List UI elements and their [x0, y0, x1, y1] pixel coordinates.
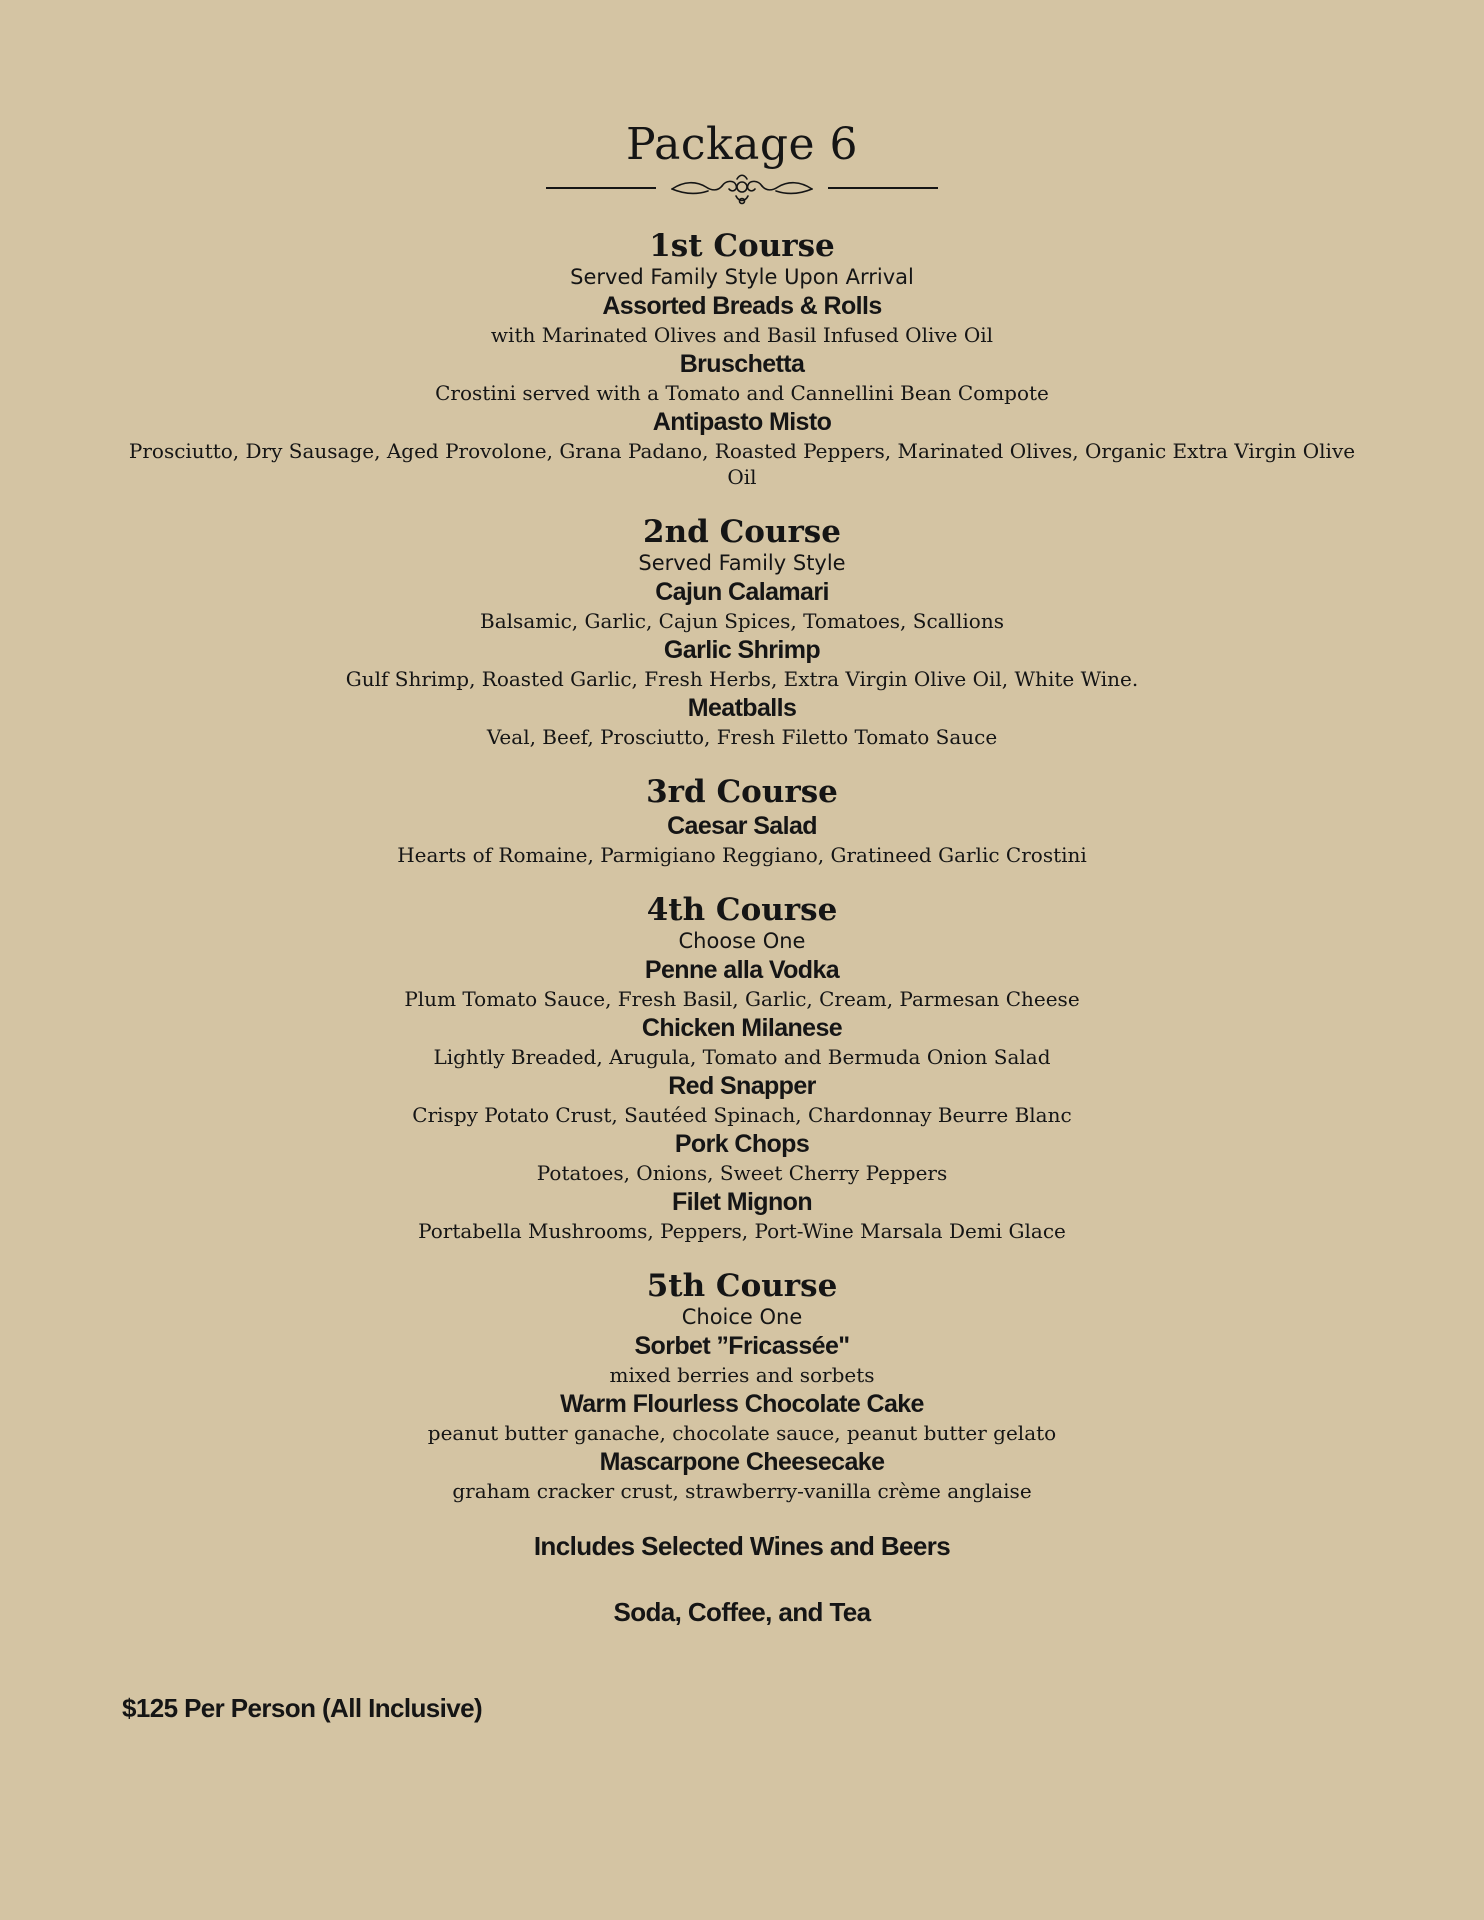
dish-description: Crispy Potato Crust, Sautéed Spinach, Chardonnay Beurre Blanc — [412, 1103, 1072, 1127]
dish-name: Mascarpone Cheesecake — [599, 1448, 885, 1476]
dish-name: Cajun Calamari — [655, 578, 829, 606]
dish-description: graham cracker crust, strawberry-vanilla crème anglaise — [452, 1479, 1032, 1503]
flourish-divider-icon — [546, 172, 938, 206]
dish-description: Gulf Shrimp, Roasted Garlic, Fresh Herbs, Extra Virgin Olive Oil, White Wine. — [345, 667, 1139, 691]
dish-description: Portabella Mushrooms, Peppers, Port-Wine Marsala Demi Glace — [418, 1219, 1066, 1243]
dish-description: Hearts of Romaine, Parmigiano Reggiano, Gratineed Garlic Crostini — [397, 843, 1087, 867]
dish-name: Penne alla Vodka — [644, 956, 840, 984]
dish-description: with Marinated Olives and Basil Infused Olive Oil — [490, 323, 994, 347]
beverage-inclusions — [120, 1530, 1364, 1628]
course-title: 1st Course — [649, 228, 835, 264]
dish-name: Garlic Shrimp — [663, 636, 821, 664]
course-title: 3rd Course — [646, 774, 838, 810]
course-title: 5th Course — [646, 1268, 838, 1304]
course-title: 2nd Course — [643, 514, 841, 550]
course-3 — [120, 774, 1364, 868]
dish-name: Antipasto Misto — [652, 408, 832, 436]
dish-name: Warm Flourless Chocolate Cake — [560, 1390, 924, 1418]
course-2 — [120, 514, 1364, 750]
course-5 — [120, 1268, 1364, 1504]
dish-name: Sorbet ”Fricassée" — [634, 1332, 850, 1360]
dish-name: Red Snapper — [668, 1072, 816, 1100]
dish-name: Filet Mignon — [672, 1188, 812, 1216]
dish-description: Potatoes, Onions, Sweet Cherry Peppers — [536, 1161, 948, 1185]
wines-included-text: Includes Selected Wines and Beers — [533, 1531, 951, 1561]
course-subtitle: Choice One — [681, 1305, 803, 1329]
page-title: Package 6 — [625, 119, 859, 170]
dish-name: Caesar Salad — [667, 812, 817, 840]
dish-description: Lightly Breaded, Arugula, Tomato and Bermuda Onion Salad — [433, 1045, 1051, 1069]
dish-description: Crostini served with a Tomato and Cannellini Bean Compote — [435, 381, 1049, 405]
dish-description: Balsamic, Garlic, Cajun Spices, Tomatoes, Scallions — [480, 609, 1004, 633]
dish-name: Pork Chops — [674, 1130, 810, 1158]
dish-name: Meatballs — [687, 694, 797, 722]
dish-name: Assorted Breads & Rolls — [602, 292, 882, 320]
dish-name: Chicken Milanese — [641, 1014, 843, 1042]
course-subtitle: Served Family Style Upon Arrival — [570, 265, 914, 289]
title-block — [0, 118, 1484, 172]
price-text: $125 Per Person (All Inclusive) — [122, 1693, 483, 1723]
course-subtitle: Served Family Style — [638, 551, 846, 575]
drinks-included-text: Soda, Coffee, and Tea — [613, 1597, 871, 1627]
course-1 — [120, 228, 1364, 490]
dish-description: mixed berries and sorbets — [609, 1363, 875, 1387]
dish-description: Veal, Beef, Prosciutto, Fresh Filetto Tomato Sauce — [486, 725, 998, 749]
dish-name: Bruschetta — [679, 350, 805, 378]
course-4 — [120, 892, 1364, 1244]
course-title: 4th Course — [646, 892, 838, 928]
dish-description: Plum Tomato Sauce, Fresh Basil, Garlic, Cream, Parmesan Cheese — [404, 987, 1080, 1011]
dish-description: Prosciutto, Dry Sausage, Aged Provolone, Grana Padano, Roasted Peppers, Marinated Olives, Organic Extra Virgin Olive Oil — [128, 439, 1356, 489]
dish-description: peanut butter ganache, chocolate sauce, peanut butter gelato — [427, 1421, 1057, 1445]
menu-courses — [120, 228, 1364, 1662]
course-subtitle: Choose One — [678, 929, 806, 953]
